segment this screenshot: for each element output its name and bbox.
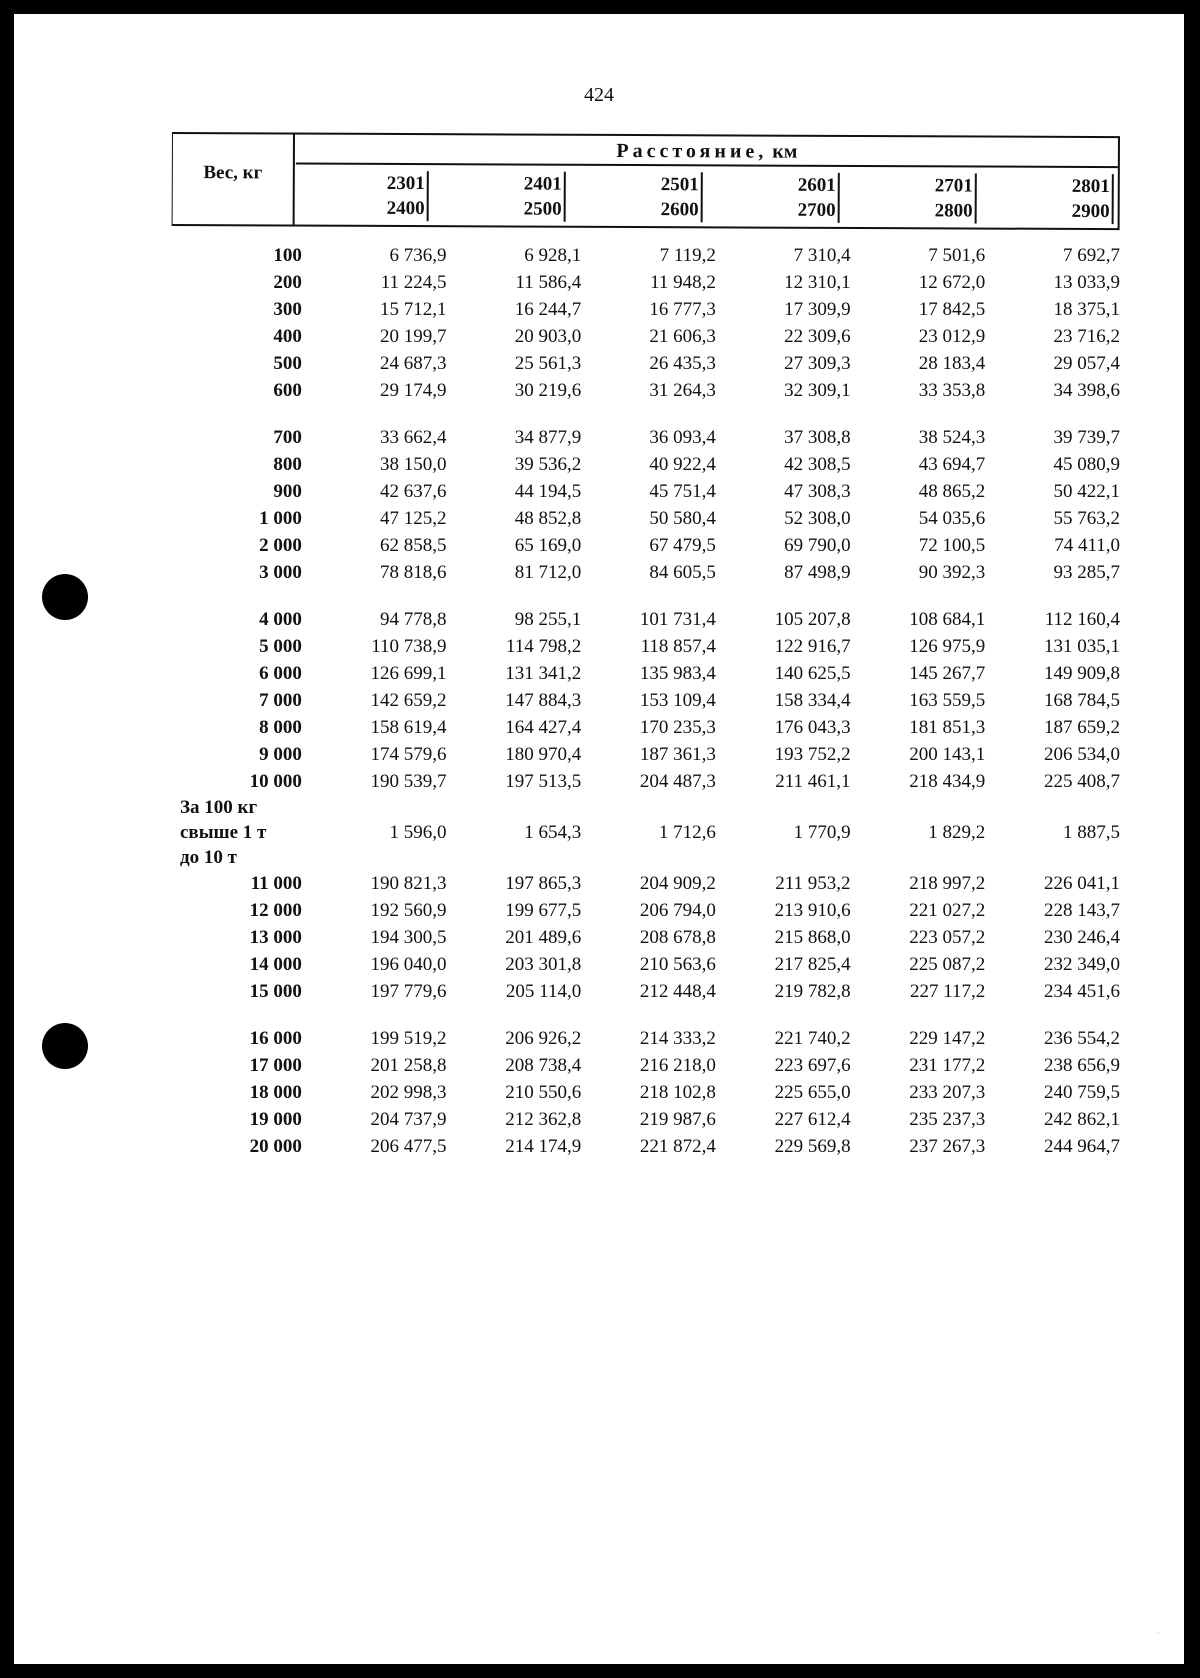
tariff-value-cell: 62 858,5 (380, 535, 447, 556)
tariff-value-cell: 52 308,0 (784, 508, 851, 529)
tariff-value-cell: 48 865,2 (918, 481, 986, 502)
tariff-value-cell: 238 656,9 (1044, 1055, 1120, 1076)
tariff-value-cell: 118 857,4 (640, 636, 716, 657)
weight-cell: 7 000 (259, 690, 302, 711)
tariff-value-cell: 214 174,9 (505, 1136, 582, 1157)
tariff-value-cell: 65 169,0 (514, 535, 582, 556)
distance-range (433, 165, 570, 226)
tariff-value-cell: 12 672,0 (918, 272, 986, 293)
tariff-value-cell: 197 513,5 (505, 771, 582, 792)
tariff-value-cell: 90 392,3 (918, 562, 986, 583)
tariff-value-cell: 32 309,1 (784, 380, 851, 401)
tariff-value-cell: 34 877,9 (514, 427, 582, 448)
tariff-value-cell: 55 763,2 (1053, 508, 1120, 529)
per-100kg-label (170, 795, 312, 870)
tariff-value-cell: 219 782,8 (774, 981, 851, 1002)
tariff-value-cell: 33 353,8 (918, 380, 986, 401)
weight-cell: 400 (273, 326, 302, 347)
tariff-value-cell: 69 790,0 (784, 535, 851, 556)
table-row (170, 660, 1120, 687)
page-number: 424 (584, 84, 614, 106)
tariff-value-cell: 190 539,7 (370, 771, 447, 792)
tariff-value-cell: 194 300,5 (370, 927, 447, 948)
tariff-value-cell: 24 687,3 (380, 353, 447, 374)
tariff-value-cell: 43 694,7 (918, 454, 986, 475)
tariff-value-cell: 197 779,6 (370, 981, 447, 1002)
tariff-value-cell: 187 659,2 (1044, 717, 1120, 738)
weight-cell: 12 000 (249, 900, 302, 921)
tariff-value-cell: 193 752,2 (774, 744, 851, 765)
tariff-value-cell: 223 697,6 (774, 1055, 851, 1076)
per-100kg-row (170, 795, 1120, 870)
document-page (14, 14, 1184, 1664)
tariff-value-cell: 215 868,0 (774, 927, 851, 948)
tariff-value-cell: 112 160,4 (1044, 609, 1120, 630)
tariff-value-cell: 153 109,4 (639, 690, 716, 711)
tariff-value-cell: 199 677,5 (505, 900, 582, 921)
tariff-value-cell: 192 560,9 (370, 900, 447, 921)
tariff-value-cell: 45 751,4 (649, 481, 716, 502)
weight-cell: 500 (273, 353, 302, 374)
tariff-value-cell: 11 224,5 (380, 272, 447, 293)
table-row (170, 242, 1120, 269)
tariff-value-cell: 47 308,3 (784, 481, 851, 502)
per-100kg-value-cell: 1 596,0 (389, 822, 447, 843)
tariff-value-cell: 74 411,0 (1054, 535, 1120, 556)
tariff-value-cell: 30 219,6 (514, 380, 582, 401)
tariff-value-cell: 7 310,4 (793, 245, 851, 266)
tariff-value-cell: 221 027,2 (909, 900, 986, 921)
tariff-value-cell: 158 619,4 (370, 717, 447, 738)
weight-cell: 13 000 (249, 927, 302, 948)
tariff-value-cell: 122 916,7 (774, 636, 851, 657)
tariff-value-cell: 158 334,4 (774, 690, 851, 711)
distance-header-label: Расстояние, (616, 139, 768, 163)
per-100kg-value-cell: 1 770,9 (793, 822, 851, 843)
distance-range (844, 167, 981, 228)
tariff-value-cell: 211 461,1 (775, 771, 851, 792)
tariff-value-cell: 39 536,2 (514, 454, 582, 475)
weight-cell: 11 000 (250, 873, 302, 894)
tariff-value-cell: 11 948,2 (650, 272, 716, 293)
tariff-value-cell: 6 928,1 (524, 245, 582, 266)
tariff-value-cell: 200 143,1 (909, 744, 986, 765)
tariff-value-cell: 18 375,1 (1053, 299, 1120, 320)
range-to: 2400 (386, 197, 425, 220)
tariff-value-cell: 225 408,7 (1044, 771, 1120, 792)
table-row (170, 870, 1120, 897)
tariff-value-cell: 168 784,5 (1044, 690, 1120, 711)
distance-range (570, 166, 707, 227)
tariff-value-cell: 202 998,3 (370, 1082, 447, 1103)
tariff-value-cell: 39 739,7 (1053, 427, 1120, 448)
tariff-value-cell: 206 534,0 (1044, 744, 1120, 765)
table-row (170, 951, 1120, 978)
weight-cell: 2 000 (259, 535, 302, 556)
tariff-value-cell: 17 842,5 (918, 299, 986, 320)
tariff-value-cell: 108 684,1 (909, 609, 986, 630)
tariff-value-cell: 223 057,2 (909, 927, 986, 948)
tariff-value-cell: 233 207,3 (909, 1082, 986, 1103)
tariff-value-cell: 105 207,8 (774, 609, 851, 630)
tariff-value-cell: 36 093,4 (649, 427, 716, 448)
weight-cell: 18 000 (249, 1082, 302, 1103)
weight-cell: 15 000 (249, 981, 302, 1002)
tariff-value-cell: 114 798,2 (505, 636, 582, 657)
weight-cell: 17 000 (249, 1055, 302, 1076)
tariff-value-cell: 37 308,8 (784, 427, 851, 448)
tariff-value-cell: 190 821,3 (370, 873, 447, 894)
tariff-value-cell: 45 080,9 (1053, 454, 1120, 475)
weight-cell: 4 000 (259, 609, 302, 630)
tariff-value-cell: 7 501,6 (928, 245, 986, 266)
table-row (170, 404, 1120, 451)
tariff-value-cell: 131 341,2 (505, 663, 582, 684)
tariff-value-cell: 72 100,5 (918, 535, 986, 556)
tariff-value-cell: 201 258,8 (370, 1055, 447, 1076)
tariff-value-cell: 84 605,5 (649, 562, 716, 583)
per-100kg-value-cell: 1 654,3 (524, 822, 582, 843)
weight-cell: 9 000 (259, 744, 302, 765)
weight-cell: 900 (273, 481, 302, 502)
tariff-value-cell: 176 043,3 (774, 717, 851, 738)
table-row (170, 478, 1120, 505)
tariff-value-cell: 219 987,6 (639, 1109, 716, 1130)
tariff-value-cell: 67 479,5 (649, 535, 716, 556)
tariff-value-cell: 205 114,0 (505, 981, 582, 1002)
distance-header (296, 135, 1118, 169)
range-from: 2601 (797, 174, 836, 196)
tariff-value-cell: 229 147,2 (909, 1028, 986, 1049)
tariff-value-cell: 126 975,9 (909, 636, 986, 657)
table-row (170, 978, 1120, 1005)
table-row (170, 505, 1120, 532)
per-100kg-label-line: За 100 кг (180, 797, 258, 818)
tariff-value-cell: 20 903,0 (514, 326, 582, 347)
tariff-value-cell: 7 119,2 (659, 245, 716, 266)
tariff-value-cell: 214 333,2 (639, 1028, 716, 1049)
weight-cell: 10 000 (249, 771, 302, 792)
table-row (170, 897, 1120, 924)
tariff-value-cell: 16 777,3 (649, 299, 716, 320)
weight-cell: 100 (273, 245, 302, 266)
tariff-value-cell: 208 678,8 (639, 927, 716, 948)
tariff-value-cell: 149 909,8 (1044, 663, 1120, 684)
table-row (170, 532, 1120, 559)
weight-cell: 200 (273, 272, 302, 293)
table-row (170, 768, 1120, 795)
tariff-value-cell: 212 448,4 (639, 981, 716, 1002)
tariff-value-cell: 234 451,6 (1044, 981, 1120, 1002)
tariff-value-cell: 228 143,7 (1044, 900, 1120, 921)
tariff-value-cell: 217 825,4 (774, 954, 851, 975)
range-to: 2800 (934, 200, 973, 222)
tariff-value-cell: 225 655,0 (774, 1082, 851, 1103)
weight-cell: 8 000 (259, 717, 302, 738)
tariff-value-cell: 230 246,4 (1044, 927, 1120, 948)
tariff-value-cell: 218 434,9 (909, 771, 986, 792)
tariff-value-cell: 81 712,0 (514, 562, 582, 583)
tariff-value-cell: 227 612,4 (774, 1109, 851, 1130)
weight-cell: 800 (273, 454, 302, 475)
tariff-value-cell: 180 970,4 (505, 744, 582, 765)
tariff-value-cell: 187 361,3 (639, 744, 716, 765)
tariff-value-cell: 98 255,1 (514, 609, 582, 630)
corner-mark: · (1157, 1628, 1160, 1638)
tariff-value-cell: 94 778,8 (380, 609, 447, 630)
tariff-value-cell: 218 102,8 (639, 1082, 716, 1103)
table-row (170, 451, 1120, 478)
tariff-value-cell: 229 569,8 (774, 1136, 851, 1157)
tariff-value-cell: 6 736,9 (389, 245, 447, 266)
tariff-value-cell: 11 586,4 (515, 272, 582, 293)
tariff-value-cell: 31 264,3 (649, 380, 716, 401)
tariff-value-cell: 131 035,1 (1044, 636, 1120, 657)
table-row (170, 1052, 1120, 1079)
tariff-value-cell: 33 662,4 (380, 427, 447, 448)
tariff-value-cell: 87 498,9 (784, 562, 851, 583)
weight-cell: 700 (273, 427, 302, 448)
table-row (170, 1079, 1120, 1106)
tariff-value-cell: 38 150,0 (380, 454, 447, 475)
tariff-value-cell: 164 427,4 (505, 717, 582, 738)
tariff-value-cell: 212 362,8 (505, 1109, 582, 1130)
tariff-value-cell: 20 199,7 (380, 326, 447, 347)
tariff-value-cell: 236 554,2 (1044, 1028, 1120, 1049)
tariff-value-cell: 28 183,4 (918, 353, 986, 374)
table-row (170, 741, 1120, 768)
tariff-value-cell: 216 218,0 (639, 1055, 716, 1076)
tariff-value-cell: 40 922,4 (649, 454, 716, 475)
range-from: 2701 (934, 175, 973, 197)
table-row (170, 377, 1120, 404)
range-from: 2301 (386, 172, 425, 195)
tariff-value-cell: 226 041,1 (1044, 873, 1120, 894)
range-from: 2501 (660, 174, 699, 196)
tariff-value-cell: 204 487,3 (639, 771, 716, 792)
tariff-value-cell: 7 692,7 (1063, 245, 1120, 266)
range-to: 2700 (797, 199, 836, 221)
tariff-value-cell: 38 524,3 (918, 427, 986, 448)
weight-cell: 16 000 (249, 1028, 302, 1049)
tariff-value-cell: 101 731,4 (639, 609, 716, 630)
per-100kg-value-cell: 1 712,6 (658, 822, 716, 843)
table-row (170, 323, 1120, 350)
distance-ranges (296, 165, 1118, 229)
tariff-value-cell: 170 235,3 (639, 717, 716, 738)
tariff-table (170, 242, 1120, 1160)
tariff-value-cell: 227 117,2 (909, 981, 986, 1002)
tariff-value-cell: 240 759,5 (1044, 1082, 1120, 1103)
tariff-value-cell: 93 285,7 (1053, 562, 1120, 583)
weight-cell: 600 (273, 380, 302, 401)
tariff-value-cell: 210 563,6 (639, 954, 716, 975)
weight-cell: 14 000 (249, 954, 302, 975)
tariff-value-cell: 22 309,6 (784, 326, 851, 347)
weight-cell: 6 000 (259, 663, 302, 684)
tariff-value-cell: 13 033,9 (1053, 272, 1120, 293)
tariff-value-cell: 142 659,2 (370, 690, 447, 711)
tariff-value-cell: 203 301,8 (505, 954, 582, 975)
weight-cell: 1 000 (259, 508, 302, 529)
tariff-value-cell: 211 953,2 (775, 873, 851, 894)
tariff-value-cell: 231 177,2 (909, 1055, 986, 1076)
tariff-value-cell: 78 818,6 (380, 562, 447, 583)
tariff-value-cell: 237 267,3 (909, 1136, 986, 1157)
tariff-value-cell: 26 435,3 (649, 353, 716, 374)
tariff-value-cell: 17 309,9 (784, 299, 851, 320)
table-row (170, 1005, 1120, 1052)
distance-range (981, 168, 1118, 229)
tariff-value-cell: 242 862,1 (1044, 1109, 1120, 1130)
table-row (170, 924, 1120, 951)
table-row (170, 633, 1120, 660)
tariff-value-cell: 221 872,4 (639, 1136, 716, 1157)
tariff-value-cell: 126 699,1 (370, 663, 447, 684)
range-to: 2900 (1071, 200, 1110, 223)
tariff-value-cell: 201 489,6 (505, 927, 582, 948)
weight-cell: 300 (273, 299, 302, 320)
tariff-value-cell: 50 580,4 (649, 508, 716, 529)
tariff-value-cell: 206 477,5 (370, 1136, 447, 1157)
tariff-value-cell: 42 308,5 (784, 454, 851, 475)
tariff-value-cell: 197 865,3 (505, 873, 582, 894)
tariff-value-cell: 163 559,5 (909, 690, 986, 711)
tariff-value-cell: 44 194,5 (514, 481, 582, 502)
tariff-value-cell: 221 740,2 (774, 1028, 851, 1049)
table-row (170, 296, 1120, 323)
tariff-value-cell: 213 910,6 (774, 900, 851, 921)
range-from: 2801 (1071, 175, 1110, 198)
table-header (172, 132, 1120, 230)
table-row (170, 269, 1120, 296)
tariff-value-cell: 23 012,9 (918, 326, 986, 347)
range-from: 2401 (523, 173, 562, 195)
per-100kg-value-cell: 1 829,2 (928, 822, 986, 843)
tariff-value-cell: 225 087,2 (909, 954, 986, 975)
tariff-value-cell: 199 519,2 (370, 1028, 447, 1049)
tariff-value-cell: 54 035,6 (918, 508, 986, 529)
tariff-value-cell: 232 349,0 (1044, 954, 1120, 975)
tariff-value-cell: 48 852,8 (514, 508, 582, 529)
distance-range (707, 166, 844, 227)
punch-hole (42, 1023, 88, 1069)
table-row (170, 1106, 1120, 1133)
tariff-value-cell: 210 550,6 (505, 1082, 582, 1103)
tariff-value-cell: 147 884,3 (505, 690, 582, 711)
punch-hole (42, 574, 88, 620)
weight-cell: 5 000 (259, 636, 302, 657)
tariff-value-cell: 15 712,1 (380, 299, 447, 320)
tariff-value-cell: 206 794,0 (639, 900, 716, 921)
tariff-value-cell: 204 909,2 (639, 873, 716, 894)
table-row (170, 1133, 1120, 1160)
tariff-value-cell: 174 579,6 (370, 744, 447, 765)
tariff-value-cell: 29 057,4 (1053, 353, 1120, 374)
weight-column-header: Вес, кг (173, 134, 295, 225)
tariff-value-cell: 181 851,3 (909, 717, 986, 738)
tariff-value-cell: 34 398,6 (1053, 380, 1120, 401)
tariff-value-cell: 50 422,1 (1053, 481, 1120, 502)
range-to: 2600 (660, 199, 699, 221)
tariff-value-cell: 47 125,2 (380, 508, 447, 529)
distance-range (296, 165, 433, 226)
table-row (170, 687, 1120, 714)
tariff-value-cell: 145 267,7 (909, 663, 986, 684)
per-100kg-value-cell: 1 887,5 (1063, 822, 1120, 843)
tariff-value-cell: 135 983,4 (639, 663, 716, 684)
weight-cell: 19 000 (249, 1109, 302, 1130)
tariff-value-cell: 244 964,7 (1044, 1136, 1120, 1157)
tariff-value-cell: 235 237,3 (909, 1109, 986, 1130)
weight-cell: 3 000 (259, 562, 302, 583)
weight-cell: 20 000 (249, 1136, 302, 1157)
tariff-value-cell: 29 174,9 (380, 380, 447, 401)
table-row (170, 350, 1120, 377)
tariff-value-cell: 204 737,9 (370, 1109, 447, 1130)
tariff-value-cell: 23 716,2 (1053, 326, 1120, 347)
table-row (170, 586, 1120, 633)
tariff-value-cell: 42 637,6 (380, 481, 447, 502)
distance-header-unit: км (772, 140, 798, 163)
tariff-table-body (170, 242, 1120, 1160)
per-100kg-label-line: до 10 т (180, 847, 237, 868)
per-100kg-label-line: свыше 1 т (180, 822, 267, 843)
range-to: 2500 (523, 198, 562, 220)
tariff-value-cell: 27 309,3 (784, 353, 851, 374)
tariff-value-cell: 110 738,9 (371, 636, 447, 657)
tariff-value-cell: 206 926,2 (505, 1028, 582, 1049)
tariff-value-cell: 12 310,1 (784, 272, 851, 293)
tariff-value-cell: 16 244,7 (514, 299, 582, 320)
tariff-value-cell: 208 738,4 (505, 1055, 582, 1076)
tariff-value-cell: 140 625,5 (774, 663, 851, 684)
tariff-value-cell: 196 040,0 (370, 954, 447, 975)
tariff-value-cell: 218 997,2 (909, 873, 986, 894)
table-row (170, 714, 1120, 741)
tariff-value-cell: 25 561,3 (514, 353, 582, 374)
tariff-value-cell: 21 606,3 (649, 326, 716, 347)
table-row (170, 559, 1120, 586)
